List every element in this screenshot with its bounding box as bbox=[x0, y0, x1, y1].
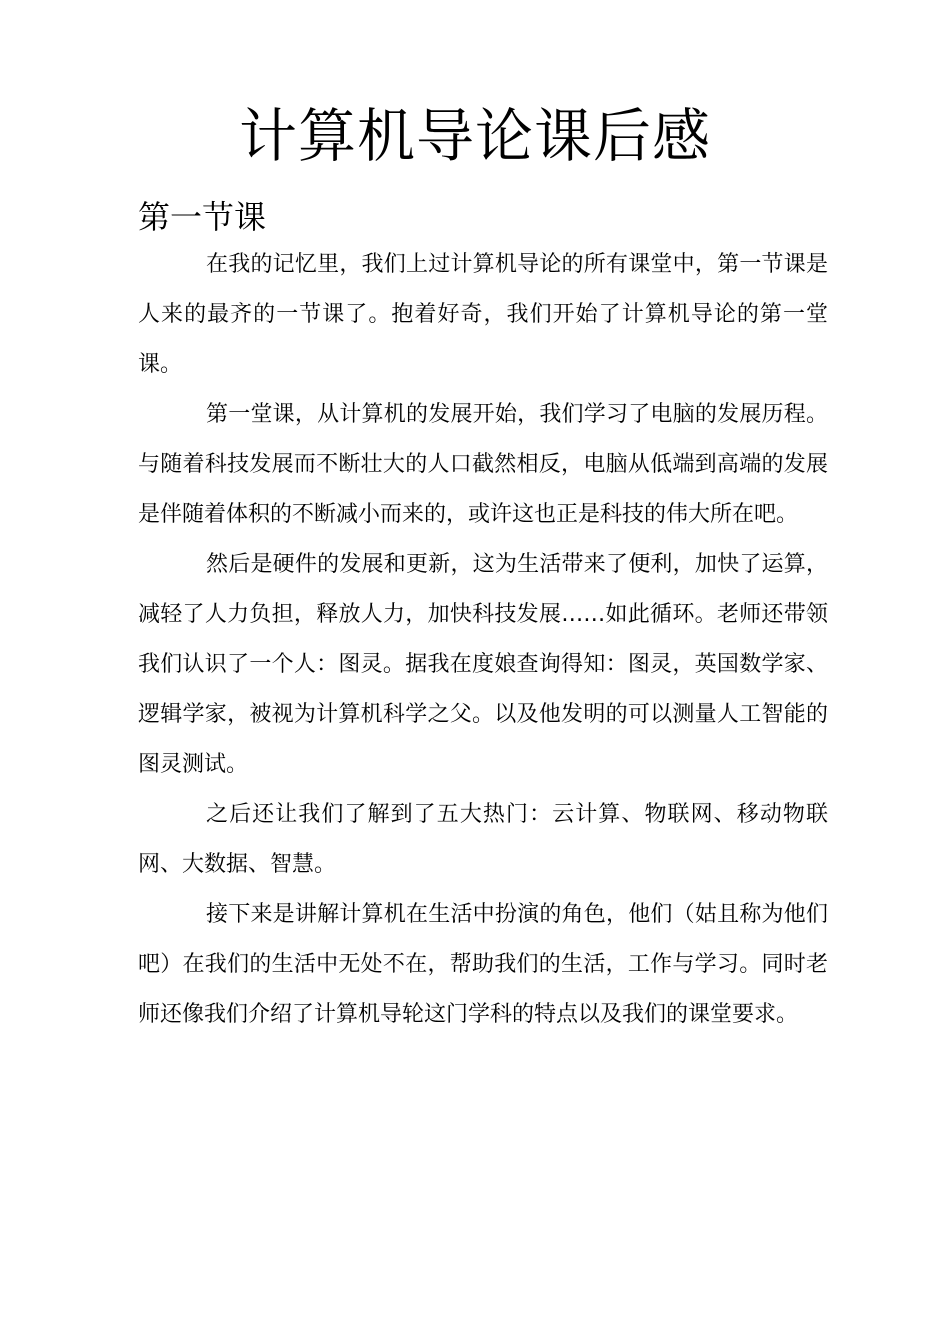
body-text bbox=[138, 240, 828, 1040]
paragraph-1: 在我的记忆里，我们上过计算机导论的所有课堂中，第一节课是人来的最齐的一节课了。抱着好奇，我们开始了计算机导论的第一堂课。 bbox=[138, 252, 828, 377]
paragraph-5: 接下来是讲解计算机在生活中扮演的角色，他们（姑且称为他们吧）在我们的生活中无处不在，帮助我们的生活，工作与学习。同时老师还像我们介绍了计算机导轮这门学科的特点以及我们的课堂要求。 bbox=[138, 902, 828, 1027]
document-title: 计算机导论课后感 bbox=[238, 102, 711, 170]
paragraph-2: 第一堂课，从计算机的发展开始，我们学习了电脑的发展历程。与随着科技发展而不断壮大的人口截然相反，电脑从低端到高端的发展是伴随着体积的不断减小而来的，或许这也正是科技的伟大所在吧。 bbox=[138, 402, 828, 527]
section-heading: 第一节课 bbox=[138, 198, 267, 236]
paragraph-4: 之后还让我们了解到了五大热门：云计算、物联网、移动物联网、大数据、智慧。 bbox=[138, 802, 828, 877]
paragraph-3: 然后是硬件的发展和更新，这为生活带来了便利，加快了运算，减轻了人力负担，释放人力，加快科技发展……如此循环。老师还带领我们认识了一个人：图灵。据我在度娘查询得知：图灵，英国数学家、逻辑学家，被视为计算机科学之父。以及他发明的可以测量人工智能的图灵测试。 bbox=[138, 552, 828, 777]
